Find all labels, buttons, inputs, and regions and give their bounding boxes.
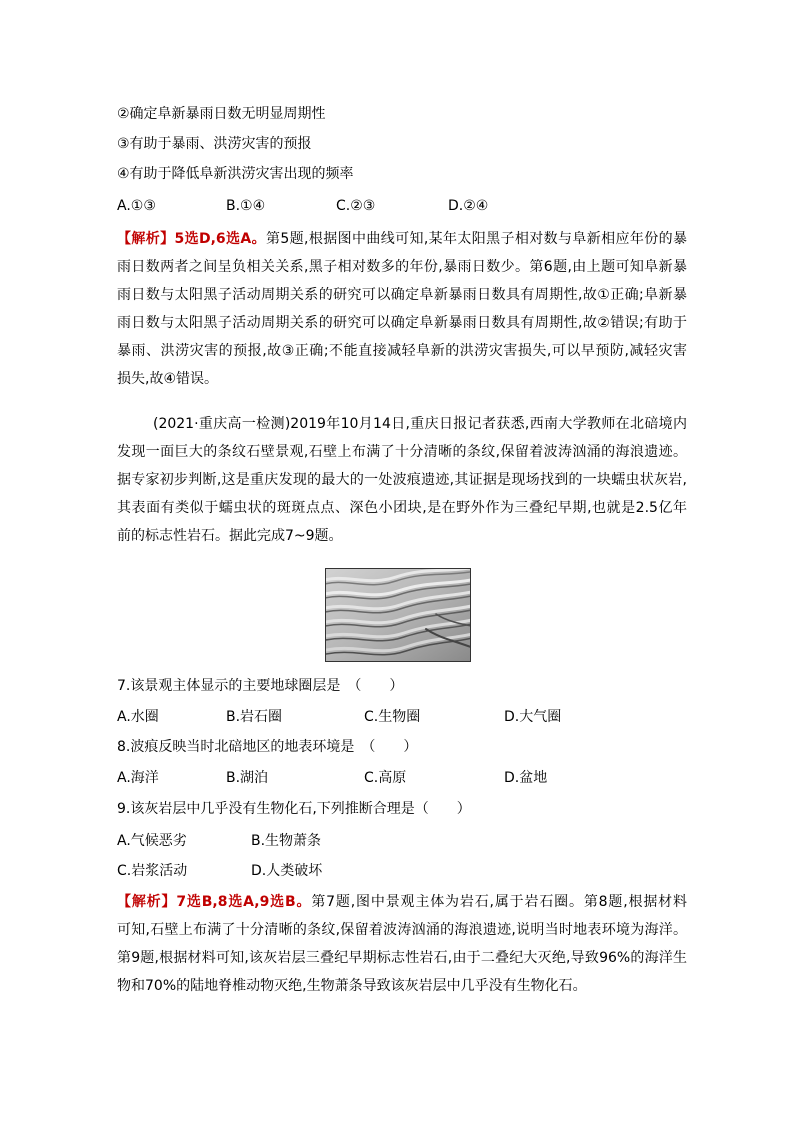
- analysis-tag: 【解析】: [117, 231, 175, 247]
- analysis-line: 物和70%的陆地脊椎动物灭绝,生物萧条导致该灰岩层中几乎没有生物化石。: [117, 978, 587, 994]
- option-b: B.①④: [226, 198, 266, 214]
- option-d: D.人类破坏: [251, 863, 323, 879]
- option-a: A.水圈: [117, 709, 159, 725]
- passage: [117, 410, 687, 550]
- option-b: B.生物萧条: [251, 833, 322, 849]
- statement-2: ②确定阜新暴雨日数无明显周期性: [117, 106, 326, 122]
- analysis-line: 可知,石壁上布满了十分清晰的条纹,保留着波涛汹涌的海浪遗迹,说明当时地表环境为海洋。: [117, 922, 687, 938]
- question-9-stem: 9.该灰岩层中几乎没有生物化石,下列推断合理是（ ）: [117, 801, 471, 817]
- option-b: B.湖泊: [226, 770, 269, 786]
- option-c: C.②③: [336, 198, 376, 214]
- analysis-line: 雨日数两者之间呈负相关关系,黑子相对数多的年份,暴雨日数少。第6题,由上题可知阜新暴: [117, 259, 687, 275]
- ripple-rock-photo: [325, 568, 471, 662]
- passage-line: 据专家初步判断,这是重庆发现的最大的一处波痕遗迹,其证据是现场找到的一块蠕虫状灰岩,: [117, 472, 687, 488]
- option-d: D.大气圈: [504, 709, 562, 725]
- analysis-line: 第9题,根据材料可知,该灰岩层三叠纪早期标志性岩石,由于二叠纪大灭绝,导致96%的海洋生: [117, 950, 687, 966]
- passage-line: 前的标志性岩石。据此完成7~9题。: [117, 528, 343, 544]
- passage-line: 发现一面巨大的条纹石壁景观,石壁上布满了十分清晰的条纹,保留着波涛汹涌的海浪遗迹。: [117, 444, 687, 460]
- option-d: D.②④: [448, 198, 489, 214]
- question-7-stem: 7.该景观主体显示的主要地球圈层是 （ ）: [117, 678, 404, 694]
- passage-line: 其表面有类似于蠕虫状的斑斑点点、深色小团块,是在野外作为三叠纪早期,也就是2.5亿年: [117, 500, 687, 516]
- option-c: C.生物圈: [364, 709, 421, 725]
- option-a: A.海洋: [117, 770, 159, 786]
- option-b: B.岩石圈: [226, 709, 283, 725]
- analysis-line: 雨日数与太阳黑子活动周期关系的研究可以确定阜新暴雨日数具有周期性,故①正确;阜新暴: [117, 287, 687, 303]
- option-a: A.①③: [117, 198, 156, 214]
- analysis-5-6: [117, 225, 687, 393]
- analysis-line: 暴雨、洪涝灾害的预报,故③正确;不能直接减轻阜新的洪涝灾害损失,可以早预防,减轻灾害: [117, 343, 687, 359]
- analysis-line: 雨日数与太阳黑子活动周期关系的研究可以确定阜新暴雨日数具有周期性,故②错误;有助于: [117, 315, 687, 331]
- passage-line: (2021·重庆高一检测)2019年10月14日,重庆日报记者获悉,西南大学教师在北碚境内: [153, 416, 687, 432]
- option-c: C.岩浆活动: [117, 863, 188, 879]
- analysis-tag: 【解析】: [117, 894, 177, 910]
- ripple-rock-icon: [326, 569, 470, 661]
- analysis-answer: 5选D,6选A。: [174, 231, 266, 247]
- analysis-line: 【解析】7选B,8选A,9选B。第7题,图中景观主体为岩石,属于岩石圈。第8题,根据材料: [117, 894, 688, 910]
- statement-3: ③有助于暴雨、洪涝灾害的预报: [117, 136, 312, 152]
- question-8-stem: 8.波痕反映当时北碚地区的地表环境是 （ ）: [117, 739, 418, 755]
- option-d: D.盆地: [504, 770, 548, 786]
- option-c: C.高原: [364, 770, 407, 786]
- analysis-line: 损失,故④错误。: [117, 371, 219, 387]
- statement-4: ④有助于降低阜新洪涝灾害出现的频率: [117, 166, 354, 182]
- analysis-line: 【解析】5选D,6选A。第5题,根据图中曲线可知,某年太阳黑子相对数与阜新相应年份的暴: [117, 231, 687, 247]
- analysis-7-9: [117, 888, 687, 1000]
- analysis-answer: 7选B,8选A,9选B。: [176, 894, 312, 910]
- option-a: A.气候恶劣: [117, 833, 187, 849]
